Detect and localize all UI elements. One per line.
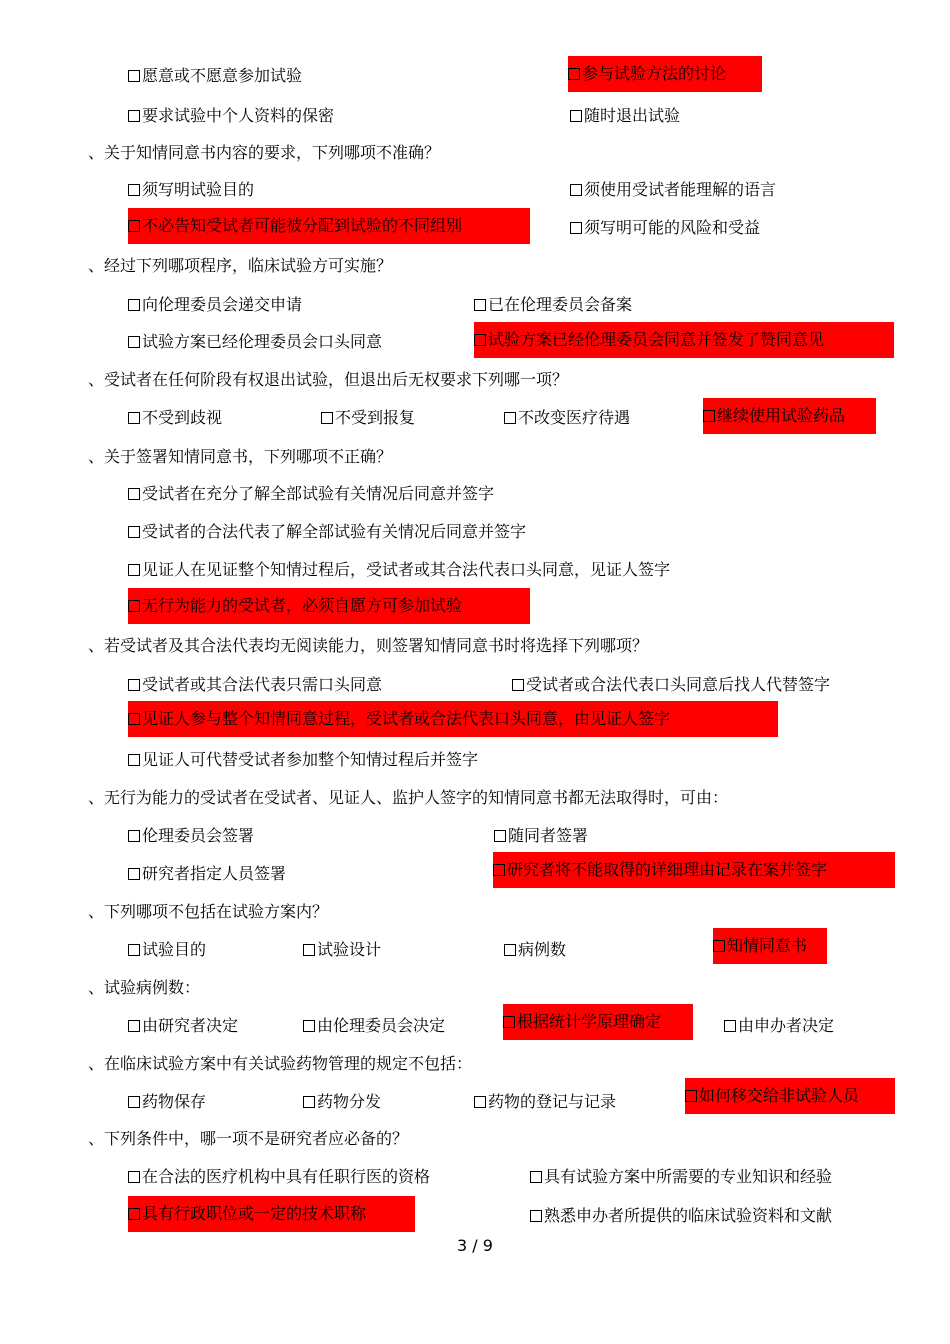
option[interactable]: 愿意或不愿意参加试验 — [128, 66, 302, 86]
checkbox-square-icon[interactable] — [128, 412, 140, 424]
checkbox-square-icon[interactable] — [128, 1208, 140, 1220]
checkbox-square-icon[interactable] — [128, 1096, 140, 1108]
option-correct-highlighted[interactable]: 见证人参与整个知情同意过程，受试者或合法代表口头同意，由见证人签字 — [128, 701, 778, 737]
checkbox-square-icon[interactable] — [128, 564, 140, 576]
option-correct-highlighted[interactable]: 研究者将不能取得的详细理由记录在案并签字 — [493, 852, 895, 888]
option-correct-highlighted[interactable]: 试验方案已经伦理委员会同意并签发了赞同意见 — [474, 322, 894, 358]
checkbox-square-icon[interactable] — [504, 944, 516, 956]
checkbox-square-icon[interactable] — [503, 1016, 515, 1028]
checkbox-square-icon[interactable] — [128, 713, 140, 725]
checkbox-square-icon[interactable] — [474, 1096, 486, 1108]
checkbox-square-icon[interactable] — [512, 679, 524, 691]
checkbox-square-icon[interactable] — [494, 830, 506, 842]
checkbox-square-icon[interactable] — [724, 1020, 736, 1032]
checkbox-square-icon[interactable] — [303, 944, 315, 956]
option-correct-highlighted[interactable]: 根据统计学原理确定 — [503, 1004, 693, 1040]
checkbox-square-icon[interactable] — [474, 299, 486, 311]
question-text: 、若受试者及其合法代表均无阅读能力，则签署知情同意书时将选择下列哪项？ — [88, 636, 649, 655]
option[interactable]: 药物的登记与记录 — [474, 1092, 616, 1112]
option[interactable]: 研究者指定人员签署 — [128, 864, 286, 884]
option-correct-highlighted[interactable]: 无行为能力的受试者，必须自愿方可参加试验 — [128, 588, 530, 624]
checkbox-square-icon[interactable] — [474, 334, 486, 346]
option[interactable]: 受试者在充分了解全部试验有关情况后同意并签字 — [128, 484, 494, 504]
checkbox-square-icon[interactable] — [128, 944, 140, 956]
checkbox-square-icon[interactable] — [530, 1210, 542, 1222]
checkbox-square-icon[interactable] — [303, 1020, 315, 1032]
option-correct-highlighted[interactable]: 不必告知受试者可能被分配到试验的不同组别 — [128, 208, 530, 244]
checkbox-square-icon[interactable] — [685, 1090, 697, 1102]
checkbox-square-icon[interactable] — [128, 830, 140, 842]
option[interactable]: 在合法的医疗机构中具有任职行医的资格 — [128, 1167, 430, 1187]
question-text: 、试验病例数： — [88, 978, 201, 997]
option[interactable]: 不受到报复 — [321, 408, 415, 428]
checkbox-square-icon[interactable] — [504, 412, 516, 424]
checkbox-square-icon[interactable] — [321, 412, 333, 424]
question-text: 、关于知情同意书内容的要求，下列哪项不准确？ — [88, 143, 441, 162]
option[interactable]: 熟悉申办者所提供的临床试验资料和文献 — [530, 1206, 832, 1226]
option-correct-highlighted[interactable]: 具有行政职位或一定的技术职称 — [128, 1196, 415, 1232]
option[interactable]: 药物保存 — [128, 1092, 206, 1112]
checkbox-square-icon[interactable] — [128, 1171, 140, 1183]
checkbox-square-icon[interactable] — [128, 526, 140, 538]
option[interactable]: 受试者或合法代表口头同意后找人代替签字 — [512, 675, 830, 695]
checkbox-square-icon[interactable] — [570, 222, 582, 234]
option[interactable]: 随时退出试验 — [570, 106, 680, 126]
checkbox-square-icon[interactable] — [128, 336, 140, 348]
checkbox-square-icon[interactable] — [128, 868, 140, 880]
option[interactable]: 受试者或其合法代表只需口头同意 — [128, 675, 382, 695]
option[interactable]: 受试者的合法代表了解全部试验有关情况后同意并签字 — [128, 522, 526, 542]
option-correct-highlighted[interactable]: 知情同意书 — [713, 928, 827, 964]
option-correct-highlighted[interactable]: 继续使用试验药品 — [703, 398, 876, 434]
checkbox-square-icon[interactable] — [128, 220, 140, 232]
checkbox-square-icon[interactable] — [128, 600, 140, 612]
option[interactable]: 试验设计 — [303, 940, 381, 960]
checkbox-square-icon[interactable] — [128, 70, 140, 82]
option[interactable]: 须写明可能的风险和受益 — [570, 218, 760, 238]
question-text: 、关于签署知情同意书，下列哪项不正确？ — [88, 447, 393, 466]
checkbox-square-icon[interactable] — [128, 1020, 140, 1032]
page-number: 3 / 9 — [457, 1236, 493, 1255]
option[interactable]: 向伦理委员会递交申请 — [128, 295, 302, 315]
option[interactable]: 病例数 — [504, 940, 566, 960]
checkbox-square-icon[interactable] — [713, 940, 725, 952]
checkbox-square-icon[interactable] — [128, 110, 140, 122]
option[interactable]: 见证人在见证整个知情过程后，受试者或其合法代表口头同意，见证人签字 — [128, 560, 670, 580]
option[interactable]: 由伦理委员会决定 — [303, 1016, 445, 1036]
checkbox-square-icon[interactable] — [570, 184, 582, 196]
checkbox-square-icon[interactable] — [128, 184, 140, 196]
checkbox-square-icon[interactable] — [128, 299, 140, 311]
checkbox-square-icon[interactable] — [128, 488, 140, 500]
option[interactable]: 药物分发 — [303, 1092, 381, 1112]
option[interactable]: 不受到歧视 — [128, 408, 222, 428]
option[interactable]: 具有试验方案中所需要的专业知识和经验 — [530, 1167, 832, 1187]
question-text: 、在临床试验方案中有关试验药物管理的规定不包括： — [88, 1054, 473, 1073]
option[interactable]: 不改变医疗待遇 — [504, 408, 630, 428]
option[interactable]: 须写明试验目的 — [128, 180, 254, 200]
question-text: 、无行为能力的受试者在受试者、见证人、监护人签字的知情同意书都无法取得时，可由： — [88, 788, 729, 807]
option-correct-highlighted[interactable]: 如何移交给非试验人员 — [685, 1078, 895, 1114]
option[interactable]: 伦理委员会签署 — [128, 826, 254, 846]
question-text: 、受试者在任何阶段有权退出试验，但退出后无权要求下列哪一项？ — [88, 370, 569, 389]
checkbox-square-icon[interactable] — [128, 754, 140, 766]
option[interactable]: 随同者签署 — [494, 826, 588, 846]
option-correct-highlighted[interactable]: 参与试验方法的讨论 — [568, 56, 762, 92]
checkbox-square-icon[interactable] — [530, 1171, 542, 1183]
checkbox-square-icon[interactable] — [703, 410, 715, 422]
checkbox-square-icon[interactable] — [570, 110, 582, 122]
option[interactable]: 已在伦理委员会备案 — [474, 295, 632, 315]
checkbox-square-icon[interactable] — [568, 68, 580, 80]
option[interactable]: 要求试验中个人资料的保密 — [128, 106, 334, 126]
question-text: 、下列条件中，哪一项不是研究者应必备的？ — [88, 1129, 409, 1148]
option[interactable]: 须使用受试者能理解的语言 — [570, 180, 776, 200]
option[interactable]: 试验方案已经伦理委员会口头同意 — [128, 332, 382, 352]
checkbox-square-icon[interactable] — [128, 679, 140, 691]
checkbox-square-icon[interactable] — [493, 864, 505, 876]
checkbox-square-icon[interactable] — [303, 1096, 315, 1108]
option[interactable]: 试验目的 — [128, 940, 206, 960]
option[interactable]: 由申办者决定 — [724, 1016, 834, 1036]
question-text: 、经过下列哪项程序，临床试验方可实施？ — [88, 256, 393, 275]
question-text: 、下列哪项不包括在试验方案内？ — [88, 902, 329, 921]
option[interactable]: 见证人可代替受试者参加整个知情过程后并签字 — [128, 750, 478, 770]
option[interactable]: 由研究者决定 — [128, 1016, 238, 1036]
